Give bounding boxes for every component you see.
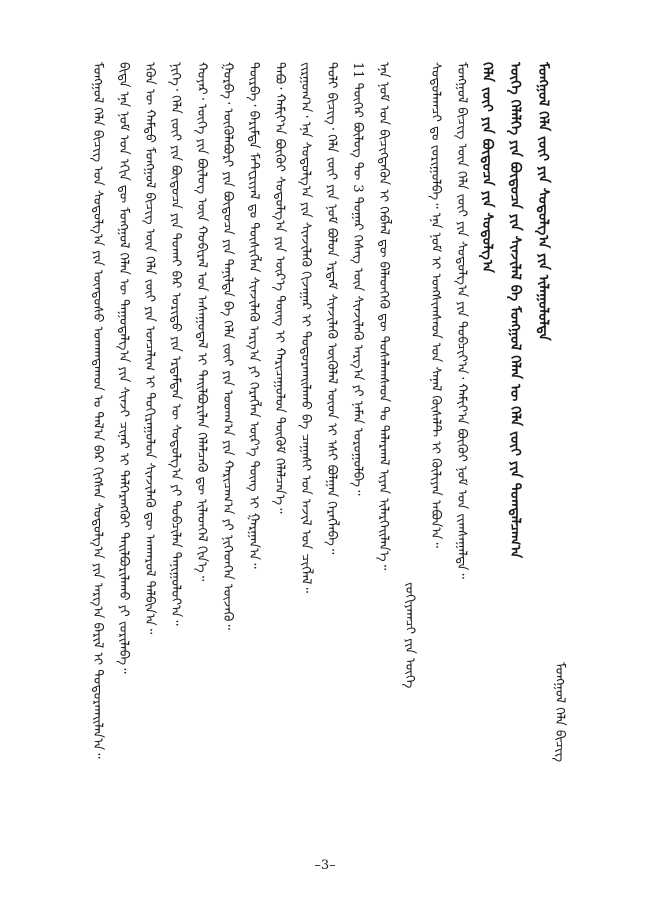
text-line-14: ᠰᠤᠳᠤᠯᠠᠭᠴᠢ ᠳᠤ ᠵᠣᠷᠢᠭᠤᠯᠪᠠ᠃ ᠡᠨᠡ ᠨᠣᠮ ᠢ ᠤᠩᠰᠢᠭᠰᠠᠳ ᠤᠨ ᠰᠠᠨᠠᠯ ᠬᠦᠰᠡᠯᠲ ᠢ ᠬᠦᠯᠢᠶᠡᠨ ᠠᠪᠤᠨ᠎ᠠ᠃ — [428, 62, 443, 548]
text-line-8: ᠲᠠᠪᠤ᠂ ᠬᠠᠮᠢᠶ᠎ᠠ ᠪᠦᠬᠦᠢ ᠰᠤᠳᠤᠯᠭ᠎ᠠ ᠶᠢᠨ ᠦᠷ᠎ᠡ ᠳᠦᠩ ᠢ ᠬᠠᠷᠢᠴᠠᠭᠤᠯᠤᠨ ᠳᠦᠭᠦᠮ ᠬᠡᠯᠡᠯᠴᠡᠨ᠎ᠡ᠃ — [272, 62, 287, 514]
text-line-4: ᠨᠢᠭᠡ᠂ ᠬᠡᠯᠡ ᠵᠦᠢ ᠶᠢᠨ ᠪᠦᠲᠦᠴᠡ ᠶᠢᠨ ᠲᠤᠬᠠᠢ ᠪᠠᠷ ᠤᠷᠢᠳᠤ ᠶᠢᠨ ᠡᠷᠳᠡᠮᠲᠡᠨ ᠦ ᠰᠣᠳᠤᠯᠭ᠎ᠠ ᠶᠢ ᠲᠣᠪᠴᠢᠯᠠᠨ ᠲᠠᠨᠢᠭᠤᠯᠤᠶ᠎ᠠ᠃ — [168, 62, 183, 626]
text-line-12: ᠡᠨᠡ ᠨᠣᠮ ᠤᠨ ᠪᠢᠴᠢᠭᠳᠡᠬᠦᠨ ᠢ ᠬᠡᠪᠯᠡᠯ ᠳᠦ ᠪᠡᠯᠡᠳᠬᠡᠬᠦ ᠳᠦ ᠲᠤᠰᠠᠯᠠᠭᠰᠠᠳ ᠲᠤ ᠲᠠᠯᠠᠷᠬᠠᠯ ᠢᠶᠡᠨ ᠢᠯᠡᠷᠬᠡᠢᠯᠡᠨ᠎ᠡ᠃ — [376, 62, 391, 571]
text-line-5: ᠬᠣᠶᠠᠷ᠂ ᠦᠭᠡ ᠶᠢᠨ ᠪᠦᠯᠦᠭ ᠦᠨ ᠬᠤᠪᠢᠷᠠᠯ ᠤᠨ ᠠᠰᠠᠭᠤᠳᠠᠯ ᠢ ᠲᠠᠢᠯᠪᠤᠷᠢᠯᠠᠨ ᠬᠡᠯᠡᠯᠴᠡᠬᠦ ᠳᠦ ᠢᠯᠡᠳᠭᠡᠯ ᠬᠢᠨ᠎ᠡ᠃ — [194, 62, 209, 582]
text-line-6: ᠭᠤᠷᠪᠠ᠂ ᠦᠭᠦᠯᠡᠪᠦᠷᠢ ᠶᠢᠨ ᠪᠦᠲᠦᠴᠡ ᠶᠢᠨ ᠲᠠᠨᠢᠯᠲᠠ ᠪᠠ ᠬᠡᠯᠡ ᠵᠦᠢ ᠶᠢᠨ ᠤᠳᠬ᠎ᠠ ᠶᠢᠨ ᠬᠠᠷᠢᠴᠠᠭ᠎ᠠ ᠶᠢ ᠨᠢᠭᠡᠳᠬᠡᠨ ᠦᠵᠡᠬᠦ᠃ — [220, 62, 235, 630]
heading-line-2: ᠦᠭᠡ ᠬᠡᠯᠡᠯᠭᠡ ᠶᠢᠨ ᠪᠦᠲᠦᠴᠡ ᠶᠢᠨ ᠰᠢᠨᠵᠢᠯᠡᠯ ᠪᠠ ᠮᠣᠩᠭᠣᠯ ᠬᠡᠯᠡᠨ ᠦ ᠬᠡᠯᠡ ᠵᠦᠢ ᠶᠢᠨ ᠲᠣᠭᠲᠠᠯᠴᠠᠭ᠎ᠠ — [507, 62, 523, 559]
text-line-3: ᠡᠭᠦᠨ ᠦ ᠬᠠᠮᠲᠤ ᠮᠣᠩᠭᠣᠯ ᠪᠢᠴᠢᠭ ᠦᠨ ᠬᠡᠯᠡ ᠵᠦᠢ ᠶᠢᠨ ᠣᠨᠴᠠᠯᠢᠭ ᠢ ᠲᠣᠬᠢᠷᠠᠭᠤᠯᠤᠨ ᠰᠢᠨᠵᠢᠯᠡᠬᠦ ᠳᠦ ᠠᠨᠬᠠᠷᠤᠯ ᠲᠠᠯᠪᠢᠨ᠎ᠠ᠃ — [142, 62, 157, 635]
text-line-1: ᠮᠣᠩᠭᠣᠯ ᠬᠡᠯᠡ ᠪᠢᠴᠢᠭ ᠤᠨ ᠰᠣᠳᠤᠯᠭ᠎ᠠ ᠶᠢᠨ ᠦᠨᠳᠦᠰᠦ ᠤᠬᠠᠭᠳᠠᠬᠤᠨ ᠤ ᠲᠠᠯ᠎ᠠ ᠪᠠᠷ ᠬᠢᠭᠰᠡᠨ ᠰᠣᠳᠤᠯᠭ᠎ᠠ ᠶᠢᠨ ᠠᠷᠭ᠎ᠠ ᠪᠠᠷᠢᠯ ᠢ ᠲᠣᠳᠣᠷᠬᠠᠢᠯᠠᠨ᠎ᠠ᠃ — [90, 62, 105, 759]
page-number: –3– — [314, 858, 336, 873]
text-line-13: ᠵᠣᠬᠢᠶᠠᠭᠴᠢ ᠶᠢᠨ ᠦᠭᠡ — [402, 582, 417, 689]
text-line-7: ᠳᠥᠷᠪᠡ᠂ ᠪᠠᠷᠢᠮᠲᠠ ᠮᠠᠲ᠋ᠧᠷᠢᠶᠠᠯ ᠳᠤ ᠲᠦᠰᠢᠭᠯᠡᠨ ᠰᠢᠨᠵᠢᠯᠡᠬᠦ ᠠᠷᠭ᠎ᠠ ᠶᠢ ᠬᠡᠷᠡᠭᠯᠡᠨ ᠦᠷ᠎ᠡ ᠳᠦᠩ ᠢ ᠭᠠᠷᠭᠠᠨ᠎ᠠ᠃ — [246, 62, 261, 569]
text-line-2: ᠪᠢᠳᠡ ᠡᠨᠡ ᠨᠣᠮ ᠤᠨ ᠡᠬᠢᠨ ᠳᠦ ᠮᠣᠩᠭᠣᠯ ᠬᠡᠯᠡᠨ ᠦ ᠳᠠᠭᠤᠳᠠᠯᠭ᠎ᠠ ᠶᠢᠨ ᠰᠢᠨᠵᠢ ᠴᠢᠨᠠᠷ ᠢ ᠳᠡᠯᠭᠡᠷᠡᠩᠭᠦᠢ ᠲᠠᠢᠯᠪᠤᠷᠢᠯᠠᠬᠤ ᠶᠢ ᠵᠣᠷᠢᠯᠠᠪᠠ᠃ — [116, 62, 131, 674]
main-text-block — [82, 62, 567, 837]
heading-line-1: ᠬᠡᠯᠡ ᠵᠦᠢ ᠶᠢᠨ ᠪᠦᠲᠦᠴᠡ ᠶᠢᠨ ᠰᠤᠳᠤᠯᠭ᠎ᠠ — [479, 62, 495, 273]
text-line-11: 11 ᠳᠦᠭᠡᠷ ᠪᠦᠯᠦᠭ ᠲᠦ 3 ᠳᠤᠭᠠᠷ ᠬᠡᠰᠡᠭ ᠦᠨ ᠰᠢᠨᠵᠢᠯᠡᠬᠦ ᠠᠷᠭ᠎ᠠ ᠶᠢ ᠨᠡᠮᠡᠨ ᠣᠷᠤᠭᠤᠯᠪᠠ᠃ — [350, 62, 365, 496]
text-line-15: ᠮᠣᠩᠭᠣᠯ ᠪᠢᠴᠢᠭ ᠦᠨ ᠬᠡᠯᠡ ᠵᠦᠢ ᠶᠢᠨ ᠰᠤᠳᠤᠯᠭ᠎ᠠ ᠶᠢᠨ ᠲᠣᠪᠴᠢᠶ᠎ᠠ᠂ ᠬᠠᠮᠢᠶ᠎ᠠ ᠪᠦᠬᠦᠢ ᠨᠣᠮ ᠤᠨ ᠵᠢᠭᠰᠠᠭᠠᠯᠲᠠ᠃ — [454, 62, 469, 579]
text-line-9: ᠵᠢᠷᠭᠤᠭ᠎ᠠ᠂ ᠡᠨᠡ ᠰᠤᠳᠤᠯᠭ᠎ᠠ ᠶᠢᠨ ᠰᠢᠨᠵᠢᠯᠡᠬᠦ ᠬᠢᠵᠠᠭᠠᠷ ᠢ ᠲᠣᠳᠣᠷᠬᠠᠢᠯᠠᠬᠤ ᠪᠠ ᠴᠠᠭᠠᠰᠢ ᠤᠨ ᠠᠵᠢᠯ ᠤᠨ ᠴᠢᠭᠯᠡᠯ᠃ — [298, 62, 313, 593]
text-line-19: ᠮᠣᠩᠭᠣᠯ ᠬᠡᠯᠡ ᠪᠢᠴᠢᠭ — [552, 662, 567, 763]
heading-line-3: ᠮᠣᠩᠭᠣᠯ ᠬᠡᠯᠡ ᠵᠦᠢ ᠶᠢᠨ ᠰᠤᠳᠤᠯᠭ᠎ᠠ ᠶᠢᠨ ᠢᠯᠠᠭᠤᠯᠤᠯᠲᠠ — [535, 62, 551, 341]
text-line-10: ᠲᠣᠯᠢ ᠪᠢᠴᠢᠭ᠂ ᠬᠡᠯᠡ ᠵᠦᠢ ᠶᠢᠨ ᠨᠣᠮ ᠪᠣᠯᠣᠨ ᠡᠷᠳᠡᠮ ᠰᠢᠨᠵᠢᠯᠡᠬᠦ ᠥᠭᠦᠯᠡᠯ ᠦᠳ ᠢ ᠡᠰᠢ ᠪᠣᠯᠭᠠᠨ ᠬᠡᠷᠡᠭᠯᠡᠪᠡ᠃ — [324, 62, 339, 555]
